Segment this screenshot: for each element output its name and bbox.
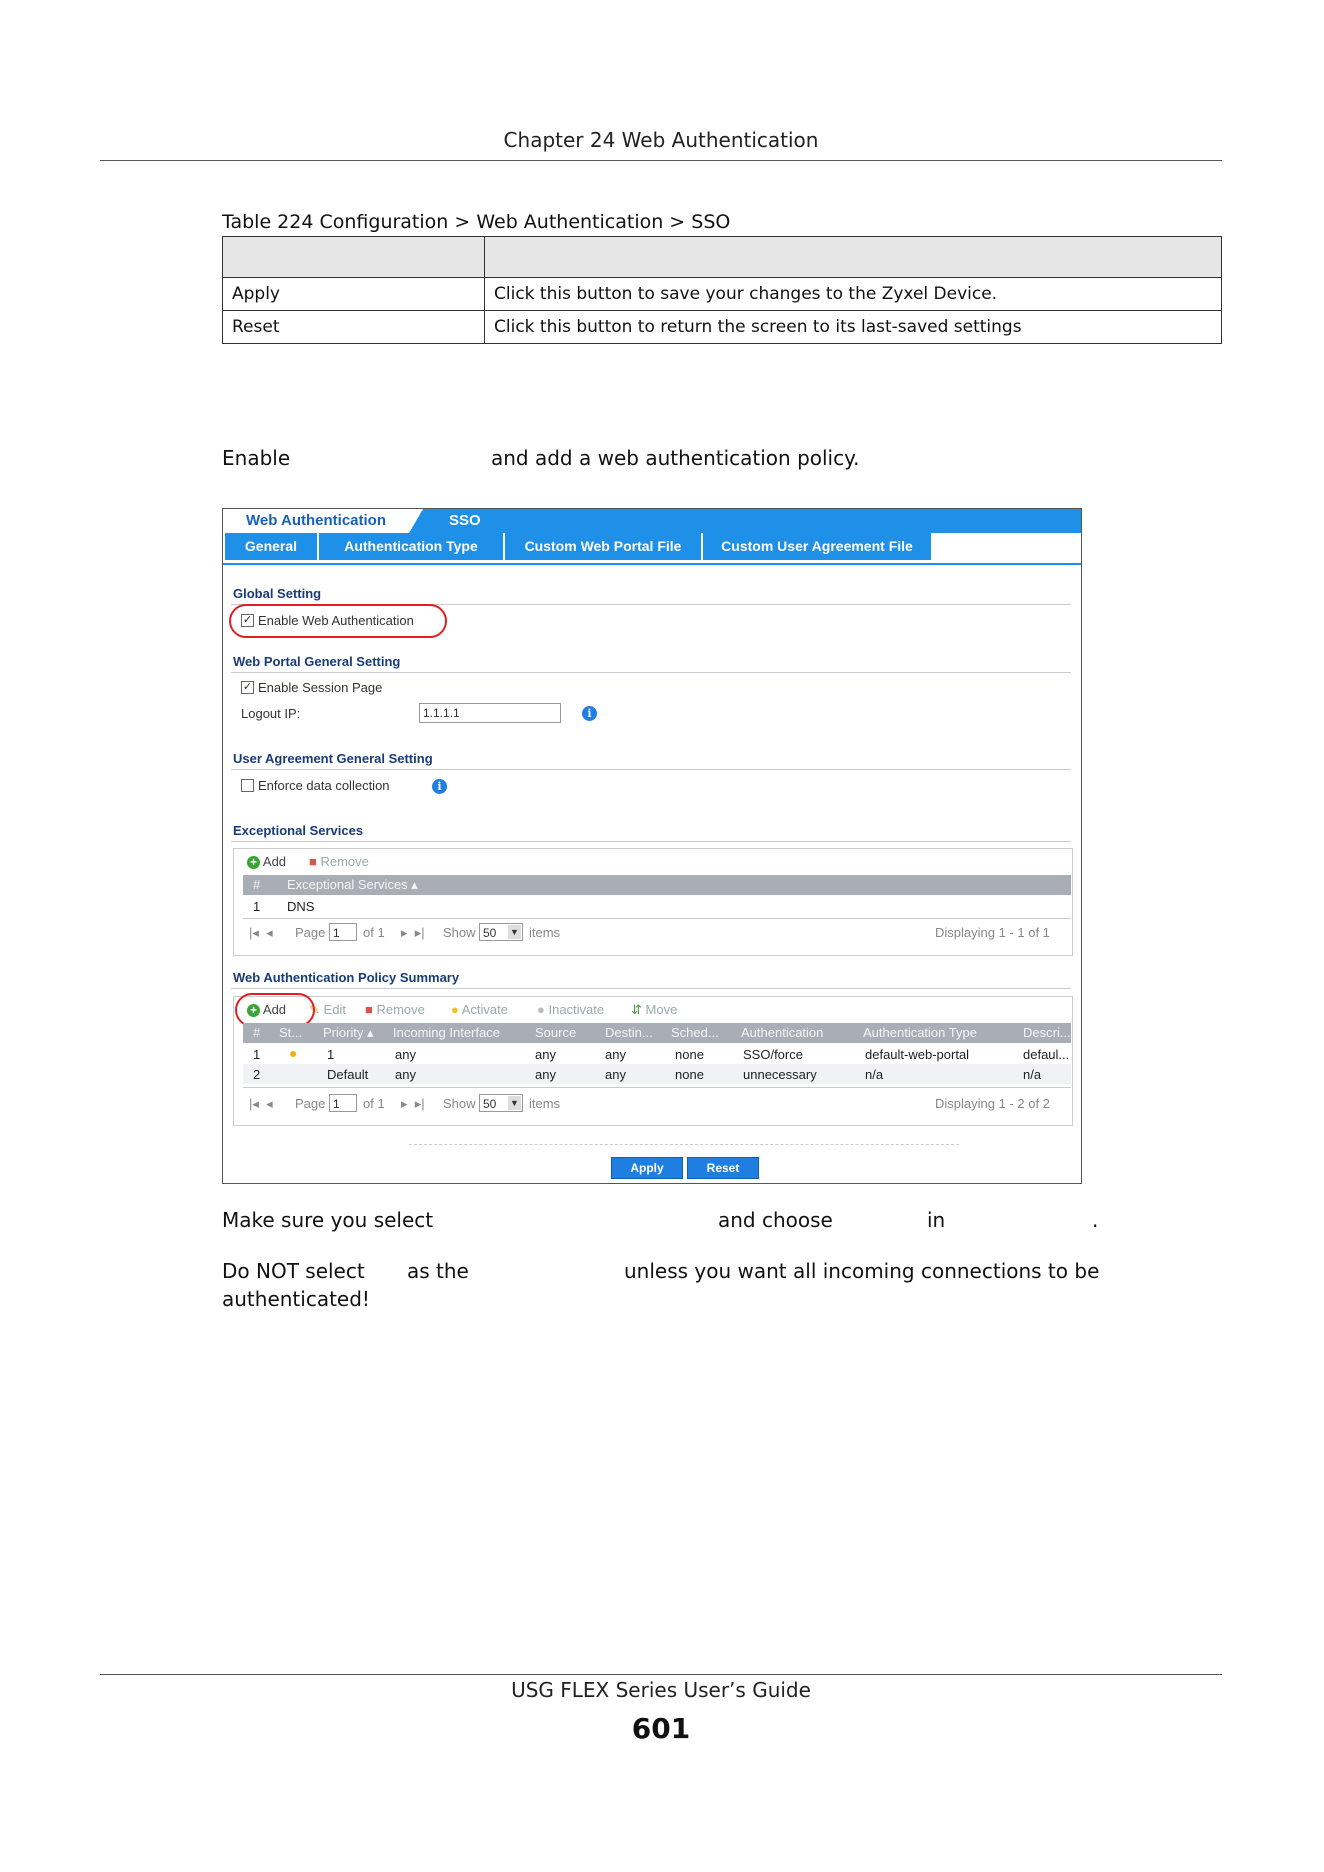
enable-text-start: Enable (222, 446, 291, 470)
policy-move-label: Move (645, 1002, 678, 1017)
enforce-data-collection-checkbox[interactable] (241, 779, 254, 792)
col-num: # (253, 877, 261, 892)
row-description: Click this button to save your changes to the Zyxel Device. (485, 278, 1222, 311)
table-caption: Table 224 Configuration > Web Authentication > SSO (222, 211, 731, 233)
lightbulb-on-icon: ● (289, 1045, 298, 1061)
policy-edit-label: Edit (323, 1002, 346, 1017)
tab-divider (409, 509, 423, 533)
pager-of-label: of 1 (363, 1096, 385, 1111)
make-sure-text-1: Make sure you select (222, 1208, 434, 1232)
subtab-general[interactable]: General (225, 533, 317, 560)
policy-inactivate-button[interactable] (537, 1002, 604, 1017)
enable-session-page-label: Enable Session Page (258, 680, 383, 695)
policy-row-description: defaul... (1023, 1047, 1070, 1062)
col-source[interactable]: Source (535, 1025, 577, 1040)
pager-first-prev-icons[interactable]: |◂ ◂ (249, 1096, 273, 1111)
section-title-user-agreement: User Agreement General Setting (233, 751, 433, 766)
subtab-custom-web-portal-file[interactable]: Custom Web Portal File (505, 533, 701, 560)
enable-web-auth-label: Enable Web Authentication (258, 613, 414, 628)
make-sure-text-4: . (1092, 1208, 1099, 1232)
subtab-custom-user-agreement-file[interactable]: Custom User Agreement File (703, 533, 931, 560)
col-num: # (253, 1025, 261, 1040)
make-sure-text-3: in (927, 1208, 946, 1232)
row-label: Reset (223, 311, 485, 344)
table-header-row (223, 237, 1222, 278)
chevron-down-icon: ▼ (508, 925, 521, 939)
policy-row-source: any (535, 1047, 556, 1062)
policy-add-label: Add (262, 1002, 287, 1017)
col-authentication[interactable]: Authentication (741, 1025, 824, 1040)
table-row (223, 278, 1222, 311)
pager-displaying: Displaying 1 - 1 of 1 (935, 925, 1050, 940)
exceptional-add-button[interactable] (247, 854, 286, 869)
pager-show-label: Show (443, 925, 476, 940)
pager-show-select[interactable] (479, 1094, 523, 1112)
section-title-exceptional-services: Exceptional Services (233, 823, 364, 838)
highlight-oval-add (235, 993, 315, 1027)
exceptional-remove-button[interactable] (309, 854, 369, 869)
policy-row-incoming: any (395, 1047, 416, 1062)
policy-move-button[interactable] (631, 1002, 677, 1018)
enable-session-page-checkbox[interactable]: ✓ (242, 681, 253, 693)
enforce-data-collection-label: Enforce data collection (258, 778, 390, 793)
pager-show-value: 50 (483, 1097, 497, 1111)
policy-row-destination: any (605, 1067, 626, 1082)
policy-row-auth-type: default-web-portal (865, 1047, 970, 1062)
pager-show-value: 50 (483, 926, 497, 940)
highlight-oval-enable (229, 604, 447, 638)
donot-text-3: unless you want all incoming connections to be (624, 1259, 1100, 1283)
pager-of-label: of 1 (363, 925, 385, 940)
field-description-table (222, 236, 1222, 344)
apply-button[interactable]: Apply (611, 1157, 683, 1179)
page-number: 601 (631, 1712, 691, 1745)
footer-rule (100, 1674, 1222, 1675)
make-sure-text-2: and choose (718, 1208, 833, 1232)
donot-text-4: authenticated! (222, 1287, 370, 1311)
pager-next-last-icons[interactable]: ▸ ▸| (401, 1096, 425, 1111)
trash-icon: ■ (365, 1002, 373, 1017)
exceptional-row-service: DNS (287, 899, 315, 914)
policy-row-destination: any (605, 1047, 626, 1062)
policy-row-description: n/a (1023, 1067, 1042, 1082)
grid-divider (243, 918, 1071, 919)
exceptional-add-label: Add (262, 854, 287, 869)
policy-row-schedule: none (675, 1067, 704, 1082)
exceptional-row-num: 1 (253, 899, 261, 914)
policy-row-incoming: any (395, 1067, 416, 1082)
row-label: Apply (223, 278, 485, 311)
lightbulb-on-icon: ● (451, 1002, 459, 1017)
policy-row-num: 1 (253, 1047, 261, 1062)
section-title-web-portal: Web Portal General Setting (233, 654, 401, 669)
policy-remove-button[interactable] (365, 1002, 425, 1017)
add-icon: + (247, 856, 260, 869)
col-authentication-type[interactable]: Authentication Type (863, 1025, 977, 1040)
policy-inactivate-label: Inactivate (548, 1002, 605, 1017)
chapter-title: Chapter 24 Web Authentication (503, 128, 819, 152)
section-title-policy-summary: Web Authentication Policy Summary (233, 970, 460, 985)
col-schedule[interactable]: Sched... (671, 1025, 719, 1040)
policy-activate-button[interactable] (451, 1002, 508, 1017)
donot-text-1: Do NOT select (222, 1259, 365, 1283)
policy-row-priority: Default (327, 1067, 369, 1082)
donot-text-2: as the (407, 1259, 469, 1283)
table-row (223, 311, 1222, 344)
section-divider (231, 672, 1071, 673)
add-icon: + (247, 1004, 260, 1017)
subtab-authentication-type[interactable]: Authentication Type (319, 533, 503, 560)
table-header-label (223, 237, 485, 278)
grid-divider (243, 1087, 1071, 1088)
col-exceptional-services[interactable]: Exceptional Services ▴ (287, 877, 418, 892)
tab-sso[interactable]: SSO (449, 512, 481, 529)
exceptional-remove-label: Remove (320, 854, 369, 869)
pager-items-label: items (529, 925, 561, 940)
reset-button[interactable]: Reset (687, 1157, 759, 1179)
policy-row-schedule: none (675, 1047, 704, 1062)
policy-row-num: 2 (253, 1067, 261, 1082)
pager-next-last-icons[interactable]: ▸ ▸| (401, 925, 425, 940)
policy-row-authentication: SSO/force (743, 1047, 803, 1062)
policy-row-source: any (535, 1067, 556, 1082)
col-incoming-interface[interactable]: Incoming Interface (393, 1025, 500, 1040)
lightbulb-off-icon: ● (537, 1002, 545, 1017)
col-priority[interactable]: Priority ▴ (323, 1025, 374, 1040)
policy-row-priority: 1 (327, 1047, 335, 1062)
section-title-global-setting: Global Setting (233, 586, 322, 601)
pager-page-input[interactable]: 1 (329, 923, 357, 941)
col-destination[interactable]: Destin... (605, 1025, 653, 1040)
logout-ip-input[interactable]: 1.1.1.1 (419, 703, 561, 723)
pager-page-input[interactable]: 1 (329, 1094, 357, 1112)
enable-text-end: and add a web authentication policy. (491, 446, 860, 470)
move-icon: ⇵ (631, 1002, 642, 1017)
info-icon[interactable]: i (432, 779, 447, 794)
pager-page-label: Page (295, 1096, 326, 1111)
section-divider (231, 769, 1071, 770)
tab-web-authentication[interactable]: Web Authentication (223, 509, 409, 533)
policy-activate-label: Activate (461, 1002, 509, 1017)
col-status[interactable]: St... (279, 1025, 303, 1040)
policy-remove-label: Remove (376, 1002, 425, 1017)
pager-show-label: Show (443, 1096, 476, 1111)
pager-items-label: items (529, 1096, 561, 1111)
table-header-description (485, 237, 1222, 278)
header-rule (100, 160, 1222, 161)
policy-row-auth-type: n/a (865, 1067, 884, 1082)
enable-web-auth-checkbox[interactable]: ✓ (242, 614, 253, 626)
pager-displaying: Displaying 1 - 2 of 2 (935, 1096, 1050, 1111)
info-icon[interactable]: i (582, 706, 597, 721)
pager-show-select[interactable] (479, 923, 523, 941)
pager-first-prev-icons[interactable]: |◂ ◂ (249, 925, 273, 940)
footer-guide-title: USG FLEX Series User’s Guide (511, 1678, 811, 1702)
chevron-down-icon: ▼ (508, 1096, 521, 1110)
button-divider (409, 1144, 959, 1145)
trash-icon: ■ (309, 854, 317, 869)
section-divider (231, 988, 1071, 989)
edit-icon: ✎ (309, 1002, 320, 1017)
policy-row-authentication: unnecessary (743, 1067, 817, 1082)
row-description: Click this button to return the screen to its last-saved settings (485, 311, 1222, 344)
col-description[interactable]: Descri... (1023, 1025, 1071, 1040)
section-divider (231, 841, 1071, 842)
web-auth-screenshot (222, 508, 1082, 1184)
pager-page-label: Page (295, 925, 326, 940)
logout-ip-label: Logout IP: (241, 706, 301, 721)
